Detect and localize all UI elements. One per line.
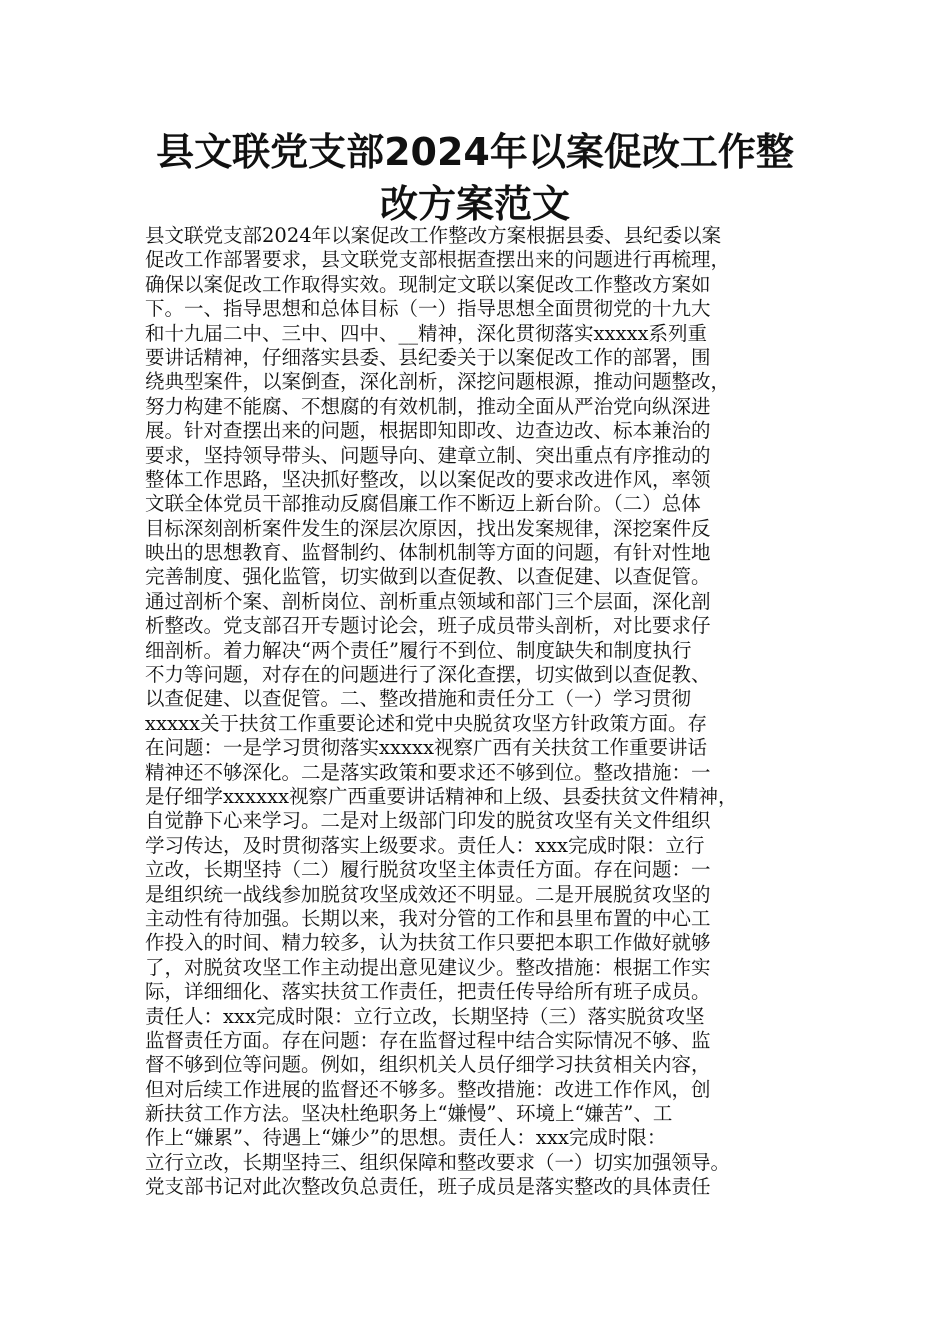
body-text-line: 但对后续工作进展的监督还不够多。整改措施：改进工作作风，创	[145, 1077, 711, 1101]
body-text-line: 不力等问题，对存在的问题进行了深化查摆，切实做到以查促教、	[145, 663, 711, 687]
body-text-line: 党支部书记对此次整改负总责任，班子成员是落实整改的具体责任	[145, 1175, 711, 1199]
body-text-line: 立改，长期坚持（二）履行脱贫攻坚主体责任方面。存在问题：一	[145, 858, 711, 882]
document-title-line-1: 县文联党支部2024年以案促改工作整	[156, 130, 794, 174]
body-text-line: 督不够到位等问题。例如，组织机关人员仔细学习扶贫相关内容，	[145, 1053, 711, 1077]
body-text-line: 际，详细细化、落实扶贫工作责任，把责任传导给所有班子成员。	[145, 980, 711, 1004]
document-body	[145, 224, 825, 1200]
document-title-line-2: 改方案范文	[379, 182, 570, 226]
body-text-line: 绕典型案件，以案倒查，深化剖析，深挖问题根源，推动问题整改，	[145, 370, 731, 394]
body-text-line: 映出的思想教育、监督制约、体制机制等方面的问题，有针对性地	[145, 541, 711, 565]
body-text-line: 文联全体党员干部推动反腐倡廉工作不断迈上新台阶。（二）总体	[145, 492, 701, 516]
body-text-line: 县文联党支部2024年以案促改工作整改方案根据县委、县纪委以案	[145, 224, 722, 247]
body-text-line: 展。针对查摆出来的问题，根据即知即改、边查边改、标本兼治的	[145, 419, 711, 443]
body-text-line: 在问题：一是学习贯彻落实xxxxx视察广西有关扶贫工作重要讲话	[145, 736, 707, 760]
body-text-line: 要讲话精神，仔细落实县委、县纪委关于以案促改工作的部署，围	[145, 345, 711, 369]
body-text-line: 完善制度、强化监管，切实做到以查促教、以查促建、以查促管。	[145, 565, 711, 589]
body-text-line: 目标深刻剖析案件发生的深层次原因，找出发案规律，深挖案件反	[145, 516, 711, 540]
body-text-line: 监督责任方面。存在问题：存在监督过程中结合实际情况不够、监	[145, 1028, 711, 1052]
body-text-line: 通过剖析个案、剖析岗位、剖析重点领域和部门三个层面，深化剖	[145, 589, 711, 613]
body-text-line: 作投入的时间、精力较多，认为扶贫工作只要把本职工作做好就够	[145, 931, 711, 955]
body-text-line: 析整改。党支部召开专题讨论会，班子成员带头剖析，对比要求仔	[145, 614, 711, 638]
body-text-line: 责任人：xxx完成时限：立行立改，长期坚持（三）落实脱贫攻坚	[145, 1004, 705, 1028]
body-text-line: 是组织统一战线参加脱贫攻坚成效还不明显。二是开展脱贫攻坚的	[145, 882, 711, 906]
body-text-line: 了，对脱贫攻坚工作主动提出意见建议少。整改措施：根据工作实	[145, 955, 711, 979]
body-text-line: 细剖析。着力解决“两个责任”履行不到位、制度缺失和制度执行	[145, 638, 692, 662]
body-text-line: 下。一、指导思想和总体目标（一）指导思想全面贯彻党的十九大	[145, 297, 711, 321]
body-text-line: 精神还不够深化。二是落实政策和要求还不够到位。整改措施：一	[145, 760, 711, 784]
body-text-line: 立行立改，长期坚持三、组织保障和整改要求（一）切实加强领导。	[145, 1150, 731, 1174]
body-text-line: 确保以案促改工作取得实效。现制定文联以案促改工作整改方案如	[145, 272, 711, 296]
body-text-line: 作上“嫌累”、待遇上“嫌少”的思想。责任人：xxx完成时限：	[145, 1126, 667, 1150]
body-text-line: 整体工作思路，坚决抓好整改，以以案促改的要求改进作风，率领	[145, 467, 711, 491]
body-text-line: xxxxx关于扶贫工作重要论述和党中央脱贫攻坚方针政策方面。存	[145, 711, 707, 735]
body-text-line: 自觉静下心来学习。二是对上级部门印发的脱贫攻坚有关文件组织	[145, 809, 711, 833]
body-text-line: 是仔细学xxxxxx视察广西重要讲话精神和上级、县委扶贫文件精神，	[145, 784, 738, 808]
body-text-line: 努力构建不能腐、不想腐的有效机制，推动全面从严治党向纵深进	[145, 394, 711, 418]
body-text-line: 要求，坚持领导带头、问题导向、建章立制、突出重点有序推动的	[145, 443, 711, 467]
body-text-line: 和十九届二中、三中、四中、__精神，深化贯彻落实xxxxx系列重	[145, 321, 707, 345]
body-text-line: 新扶贫工作方法。坚决杜绝职务上“嫌慢”、环境上“嫌苦”、工	[145, 1102, 673, 1126]
body-text-line: 以查促建、以查促管。二、整改措施和责任分工（一）学习贯彻	[145, 687, 692, 711]
body-text-line: 学习传达，及时贯彻落实上级要求。责任人：xxx完成时限：立行	[145, 833, 705, 857]
body-text-line: 主动性有待加强。长期以来，我对分管的工作和县里布置的中心工	[145, 906, 711, 930]
body-text-line: 促改工作部署要求，县文联党支部根据查摆出来的问题进行再梳理，	[145, 248, 731, 272]
